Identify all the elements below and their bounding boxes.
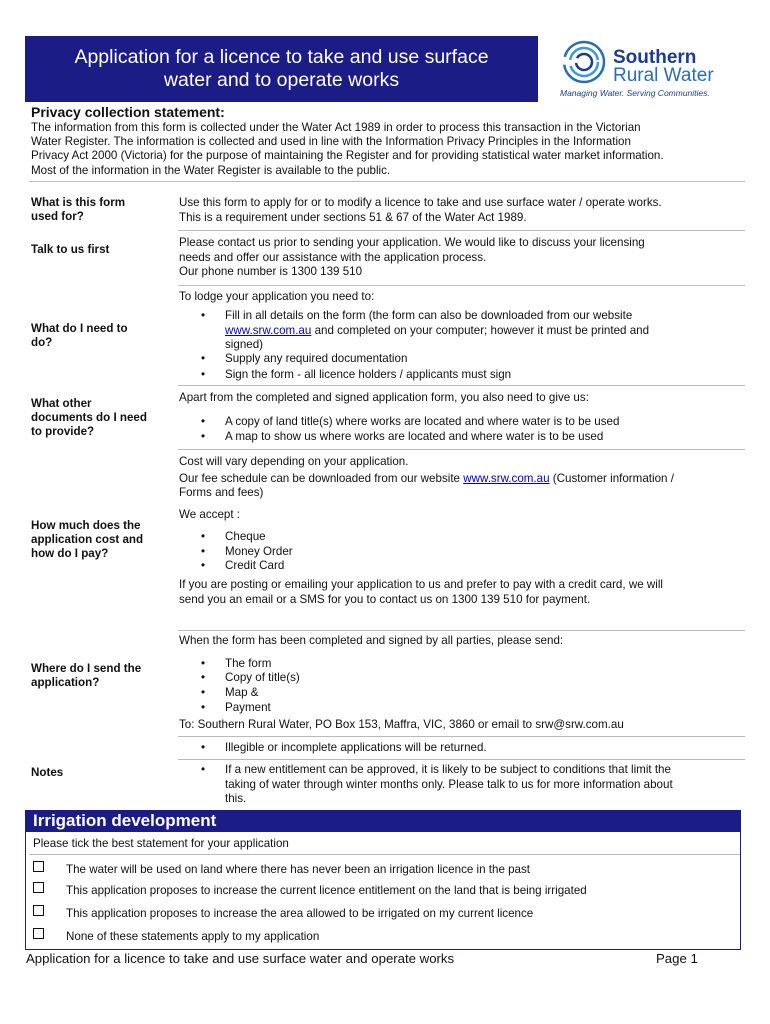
text-line: (Customer information / — [549, 471, 674, 485]
section-label-need-to-do — [31, 322, 166, 350]
section-intro-need-to-do: To lodge your application you need to: — [179, 290, 375, 303]
checkbox-option-2[interactable] — [33, 882, 44, 893]
list-item-text: • A map to show us where works are located and where water is to be used — [225, 430, 604, 443]
label-line: how do I pay? — [31, 547, 109, 560]
list-item — [201, 763, 731, 807]
text-line: Our phone number is 1300 139 510 — [179, 265, 363, 278]
list-item-text: • Credit Card — [225, 559, 285, 572]
list-item-text: • Sign the form - all licence holders / applicants must sign — [225, 368, 512, 381]
list-item-text: • Payment — [225, 701, 271, 714]
label-line: How much does the — [31, 519, 141, 532]
footer-title: Application for a licence to take and use surface water and operate works — [26, 951, 455, 966]
irrigation-instruction: Please tick the best statement for your application — [33, 837, 289, 850]
text-line: Cost will vary depending on your application. — [179, 455, 409, 468]
label-line: documents do I need — [31, 411, 147, 424]
privacy-heading: Privacy collection statement: — [31, 104, 225, 120]
title-line: Application for a licence to take and use surface — [74, 46, 489, 68]
checkbox-option-3[interactable] — [33, 905, 44, 916]
text-line: Fill in all details on the form (the form can also be downloaded from our website — [225, 309, 633, 322]
logo-name: Southern — [613, 47, 697, 68]
text-line: This is a requirement under sections 51 & 67 of the Water Act 1989. — [179, 210, 527, 224]
website-link[interactable]: www.srw.com.au — [225, 323, 312, 337]
logo-tagline: Managing Water. Serving Communities. — [560, 88, 710, 98]
text-line: and completed on your computer; however it must be printed and — [311, 323, 650, 337]
divider — [178, 230, 745, 231]
text-line: Use this form to apply for or to modify a licence to take and use surface water / operate works. — [179, 196, 662, 209]
privacy-line: Water Register. The information is collected and used in line with the Information Privacy Principles in the Information — [31, 135, 631, 149]
accept-text: We accept : — [179, 508, 241, 521]
label-line: Where do I send the — [31, 662, 142, 675]
list-item-text: • Supply any required documentation — [225, 352, 408, 365]
list-item — [201, 671, 300, 686]
list-item — [201, 352, 407, 367]
divider — [29, 181, 745, 182]
section-label-talk: Talk to us first — [31, 243, 110, 256]
page-number: Page 1 — [656, 951, 698, 966]
text-line: send you an email or a SMS for you to contact us on 1300 139 510 for payment. — [179, 592, 591, 606]
label-line: do? — [31, 336, 53, 349]
checkbox-label: None of these statements apply to my application — [66, 930, 320, 943]
section-text-talk — [179, 236, 744, 280]
label-line: to provide? — [31, 425, 95, 438]
privacy-line: The information from this form is collected under the Water Act 1989 in order to process this transaction in the Victorian — [31, 121, 641, 134]
checkbox-label: The water will be used on land where there has never been an irrigation licence in the past — [66, 863, 531, 876]
divider — [178, 285, 745, 286]
list-item — [201, 657, 271, 672]
checkbox-option-1[interactable] — [33, 861, 44, 872]
logo-swirl-icon — [560, 38, 612, 86]
list-item — [201, 686, 259, 701]
text-line: If you are posting or emailing your application to us and prefer to pay with a credit card, we will — [179, 578, 663, 591]
list-item — [201, 701, 271, 716]
irrigation-heading: Irrigation development — [25, 810, 741, 832]
list-item — [201, 741, 487, 756]
text-line: Forms and fees) — [179, 486, 264, 499]
label-line: What other — [31, 397, 92, 410]
section-label-notes: Notes — [31, 766, 64, 779]
logo-name: Rural Water — [613, 65, 714, 86]
list-item — [201, 545, 293, 560]
credit-card-text — [179, 578, 744, 607]
list-item — [201, 559, 284, 574]
title-line: water and to operate works — [163, 69, 400, 91]
list-item-text: • A copy of land title(s) where works are located and where water is to be used — [225, 415, 620, 428]
list-item — [201, 430, 603, 445]
label-line: application cost and — [31, 533, 144, 546]
checkbox-label: This application proposes to increase the area allowed to be irrigated on my current licence — [66, 907, 534, 920]
divider — [29, 854, 740, 855]
label-line: application? — [31, 676, 100, 689]
send-intro: When the form has been completed and signed by all parties, please send: — [179, 634, 564, 647]
text-line: this. — [225, 792, 247, 805]
list-item — [201, 309, 731, 353]
label-line: What do I need to — [31, 322, 128, 335]
list-item-text: • Map & — [225, 686, 259, 699]
divider — [178, 385, 745, 386]
section-text-form-use — [179, 196, 744, 225]
page-title — [25, 36, 538, 102]
section-label-send — [31, 662, 166, 690]
list-item — [201, 415, 619, 430]
checkbox-option-4[interactable] — [33, 928, 44, 939]
list-item-text: • The form — [225, 657, 272, 670]
label-line: What is this form — [31, 196, 126, 209]
list-item-text: • Copy of title(s) — [225, 671, 300, 684]
list-item-text: • Illegible or incomplete applications will be returned. — [225, 741, 487, 754]
section-label-form-use — [31, 196, 166, 224]
text-line: Please contact us prior to sending your application. We would like to discuss your licensing — [179, 236, 645, 249]
label-line: used for? — [31, 210, 84, 223]
cost-text — [179, 455, 744, 501]
list-item-text: • Money Order — [225, 545, 293, 558]
privacy-line: Most of the information in the Water Register is available to the public. — [31, 163, 391, 177]
section-intro-other-docs: Apart from the completed and signed application form, you also need to give us: — [179, 391, 589, 404]
divider — [178, 759, 745, 760]
checkbox-label: This application proposes to increase the current licence entitlement on the land that is being irrigated — [66, 884, 587, 897]
text-line: signed) — [225, 338, 264, 351]
divider — [178, 630, 745, 631]
send-address: To: Southern Rural Water, PO Box 153, Maffra, VIC, 3860 or email to srw@srw.com.au — [179, 718, 624, 731]
list-item-text: • Cheque — [225, 530, 266, 543]
website-link[interactable]: www.srw.com.au — [463, 471, 550, 485]
section-label-other-docs — [31, 397, 166, 439]
divider — [178, 449, 745, 450]
privacy-line: Privacy Act 2000 (Victoria) for the purpose of maintaining the Register and for providing statistical water market information. — [31, 149, 664, 163]
text-line: If a new entitlement can be approved, it is likely to be subject to conditions that limit the — [225, 763, 671, 776]
section-label-cost — [31, 519, 166, 561]
list-item — [201, 368, 511, 383]
privacy-text — [31, 121, 751, 178]
text-line: Our fee schedule can be downloaded from our website — [179, 471, 464, 485]
text-line: taking of water through winter months only. Please talk to us for more information about — [225, 777, 673, 791]
divider — [178, 736, 745, 737]
text-line: needs and offer our assistance with the application process. — [179, 250, 487, 264]
list-item — [201, 530, 266, 545]
